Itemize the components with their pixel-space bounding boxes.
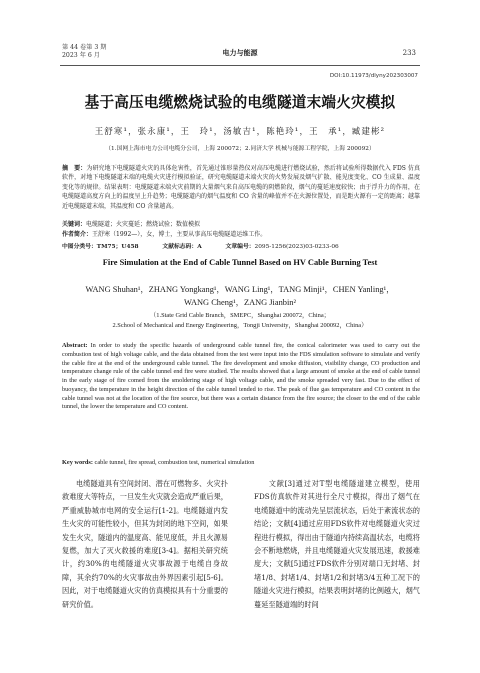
authors-english-line-2: WANG Cheng¹，ZANG Jianbin² xyxy=(183,298,297,307)
keywords-english-text: cable tunnel, fire spread, combustion test, numerical simulation xyxy=(94,459,255,466)
abstract-chinese-text: 为研究地下电缆隧道火灾的具体危害性，首先通过锥形量热仪对高压电缆进行燃烧试验，然后将试验所得数据代入 FDS 仿真软件，对地下电缆隧道末端的电缆火灾进行模拟验证，研究电缆隧道末端火灾的火势发展及烟气扩散、能见度变化、CO 生成量、温度变化等的规律。结果表明：电缆隧道末端火灾前期的大量烟气来自高压电缆的阴燃阶段，烟气的蔓延速度较快；由于浮升力的作用，在电缆隧道高度方向上的温度呈上升趋势；电缆隧道内的烟气温度和 CO 含量的峰值并不在火源位置处，而是距火源有一定的距离；越靠近电缆隧道末端，其温度和 CO 含量越高。 xyxy=(62,165,420,210)
affiliation-english xyxy=(0,311,480,331)
keywords-chinese-text: 电缆隧道；火灾蔓延；燃烧试验；数值模拟 xyxy=(86,221,201,228)
abstract-chinese-label: 摘 要： xyxy=(62,165,87,172)
clc-number: 中图分类号：TM75；U458 xyxy=(62,244,139,250)
abstract-chinese xyxy=(62,164,420,211)
body-column-right xyxy=(254,477,420,611)
title-english: Fire Simulation at the End of Cable Tunnel Based on HV Cable Burning Test xyxy=(102,258,378,267)
authors-english xyxy=(0,283,480,309)
body-left-text: 电缆隧道具有空间封闭、潜在可燃物多、火灾扑救难度大等特点，一旦发生火灾就会造成严重后果，严重威胁城市电网的安全运行[1-2]。电缆隧道内发生火灾的可能性较小，但其为封闭的地下空间，如果发生火灾，隧道内的温度高、能见度低，并且火源易复燃，加大了灭火救援的难度[3-4]。据相关研究统计，约30%的电缆隧道火灾事故源于电缆自身故障，其余约70%的火灾事故由外界因素引起[5-6]。因此，对于电缆隧道火灾的仿真模拟具有十分重要的研究价值。 xyxy=(62,479,228,609)
header-divider xyxy=(60,65,420,66)
authors-chinese: 王舒寒¹，张永康¹，王 玲¹，汤敏吉¹，陈艳玲¹，王 承¹，臧建彬² xyxy=(94,126,386,136)
keywords-english xyxy=(62,458,420,467)
journal-volume: 第 44 卷第 3 期 xyxy=(62,44,107,51)
keywords-chinese xyxy=(62,220,420,229)
classification-line xyxy=(62,241,383,250)
article-number: 文章编号：2095-1256(2023)03-0233-06 xyxy=(225,244,339,250)
affiliation-chinese: （1.国网上海市电力公司电缆分公司，上海 200072；2.同济大学 机械与能源工程学院，上海 200092） xyxy=(105,146,375,152)
author-bio xyxy=(62,230,420,239)
document-code: 文献标志码：A xyxy=(162,244,202,250)
affiliation-english-line-2: 2.School of Mechanical and Energy Engineering，Tongji University，Shanghai 200092，China） xyxy=(112,322,368,329)
doi: DOI:10.11973/dlyny202303007 xyxy=(329,73,418,79)
keywords-chinese-label: 关键词： xyxy=(62,221,87,228)
author-bio-text: 王舒寒（1992—），女，博士，主要从事高压电缆隧道运维工作。 xyxy=(92,231,267,238)
abstract-english-label: Abstract: xyxy=(62,342,88,349)
body-column-left xyxy=(62,477,228,611)
body-right-text: 文献[3]通过对T型电缆隧道建立模型，使用FDS仿真软件对其进行全尺寸模拟，得出了烟气在电缆隧道中的流动先呈层流状态，后处于紊流状态的结论；文献[4]通过应用FDS软件对电缆隧道火灾过程进行模拟，得出由于隧道内持续高温状态，电缆将会不断地燃烧，并且电缆隧道火灾发展迅速，救援难度大；文献[5]通过FDS软件分别对端口无封堵、封堵1/8、封堵1/4、封堵1/2和封堵3/4五种工况下的隧道火灾进行模拟，结果表明封堵的比例越大，烟气蔓延至隧道端的时间 xyxy=(254,479,420,609)
abstract-english xyxy=(62,342,420,412)
abstract-english-text: In order to study the specific hazards of underground cable tunnel fire, the conical calorimeter was used to carry out the combustion test of high voltage cable, and the data obtained from the test were input into the FDS simulation software to simulate and verify the cable fire at the end of the underground cable tunnel. The fire development and smoke diffusion, visibility change, CO production and temperature change rule of the cable tunnel end fire were studied. The results showed that a large amount of smoke at the end of cable tunnel in the early stage of fire comed from the smoldering stage of high voltage cable, and the smoke spreaded very fast. Due to the effect of buoyancy, the temperature in the height direction of the cable tunnel tended to rise. The peak of flue gas temperature and CO content in the cable tunnel was not at the location of the fire source, but there was a certain distance from the fire source; the closer to the end of the cable tunnel, the lower the temperature and CO content. xyxy=(62,342,420,411)
affiliation-english-line-1: （1.State Grid Cable Branch，SMEPC，Shanghai 200072，China； xyxy=(149,312,331,319)
page-number: 233 xyxy=(402,49,416,57)
title-chinese: 基于高压电缆燃烧试验的电缆隧道末端火灾模拟 xyxy=(84,94,396,111)
journal-name: 电力与能源 xyxy=(222,49,258,57)
journal-date: 2023 年 6 月 xyxy=(62,52,100,59)
keywords-english-label: Key words: xyxy=(62,459,93,466)
author-bio-label: 作者简介： xyxy=(62,231,93,238)
authors-english-line-1: WANG Shuhan¹，ZHANG Yongkang¹，WANG Ling¹，TANG Minji¹，CHEN Yanling¹， xyxy=(85,285,395,294)
